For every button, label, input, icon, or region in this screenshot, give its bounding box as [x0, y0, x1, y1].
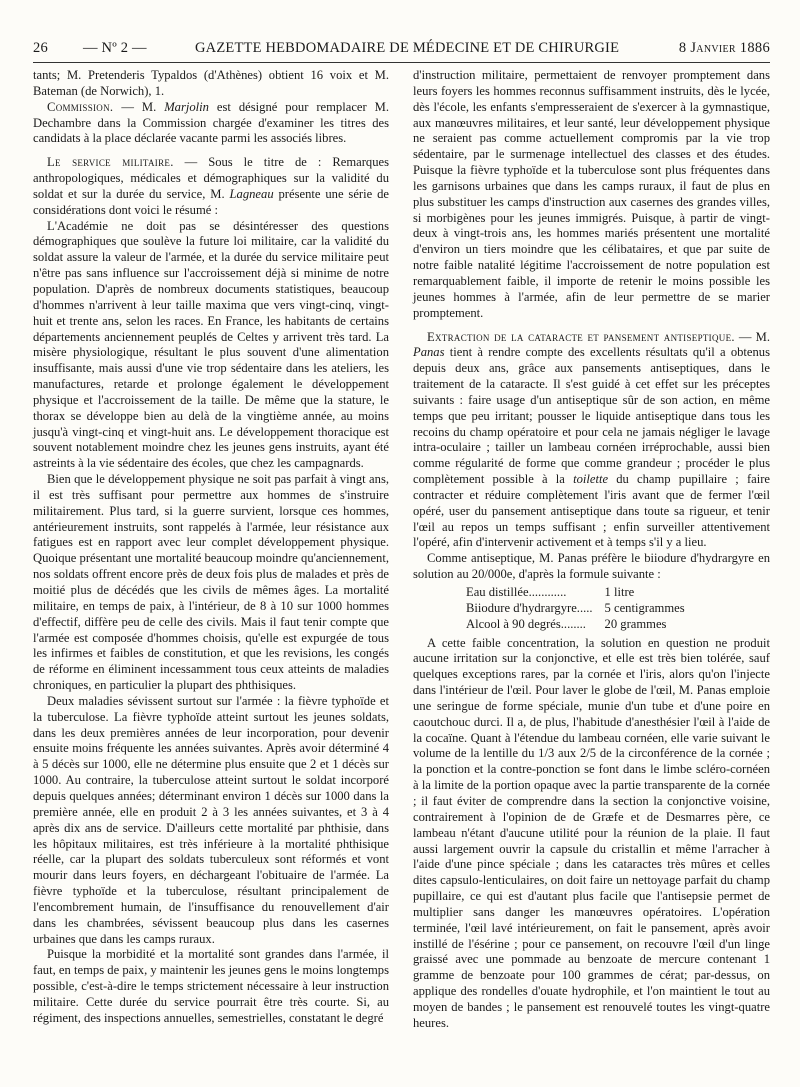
journal-title: GAZETTE HEBDOMADAIRE DE MÉDECINE ET DE CHIRURGIE — [195, 40, 620, 56]
person-name: Lagneau — [229, 186, 274, 201]
formula-ingredient: Alcool à 90 degrés........ — [466, 616, 586, 631]
issue-number: — Nº 2 — — [83, 40, 147, 56]
paragraph-service-militaire: Le service militaire. — Sous le titre de : Remarques anthropologiques, médicales et démographiques sur la validité du soldat et sur la durée du service, M. Lagneau présente une série de considérations dont voici le résumé : — [33, 155, 389, 217]
section-heading: Commission. — [47, 99, 114, 114]
paragraph: Puisque la morbidité et la mortalité sont grandes dans l'armée, il faut, en temps de paix, y maintenir les jeunes gens le moins longtemps possible, c'est-à-dire le temps strictement nécessaire à leur instruction militaire. Cette durée du service pourrait être très courte. Si, au régiment, des inspections annuelles, semestrielles, constatant le degré — [33, 947, 389, 1025]
page-number: 26 — [33, 40, 48, 56]
person-name: Panas — [413, 345, 445, 360]
left-column — [33, 68, 389, 1032]
paragraph: A cette faible concentration, la solution en question ne produit aucune irritation sur la conjonctive, et elle est très bien tolérée, sauf quelques exceptions rares, par la cornée et l'iris, alors qu'on l'injecte dans l'intérieur de l'œil. Pour laver le globe de l'œil, M. Panas emploie une seringue de forme spéciale, munie d'un tube et d'une poire en caoutchouc durci. Il a, de plus, l'habitude d'anesthésier l'œil à l'aide de la cocaïne. Quant à l'étendue du lambeau cornéen, elle varie suivant le volume de la lentille du 1/3 aux 2/5 de la circonférence de la cornée ; la ponction et la contre-ponction se font dans le limbe scléro-cornéen à la limite de la portion opaque avec la partie transparente de la cornée ; il faut éviter de comprendre dans la section la conjonctive voisine, contrairement à l'opinion de de Græfe et de Desmarres père, ce lambeau n'étant d'aucune utilité pour la réunion de la plaie. Il faut aussi largement ouvrir la capsule du cristallin et même l'arracher à l'aide d'une pince spéciale ; dans les cataractes très mûres et celles dites capsulo-lenticulaires, on doit faire un nettoyage parfait du champ pupillaire, ce qui est d'autant plus facile que l'antisepsie permet de multiplier sans danger les manœuvres opératoires. L'opération terminée, l'œil lavé intérieurement, on fait le pansement, après avoir instillé de l'ésérine ; pour ce pansement, on recouvre l'œil d'un linge graissé avec une pommade au benzoate de mercure contenant 1 gramme de benzoate pour 100 grammes de cérat; par-dessus, on applique des rondelles d'ouate hydrophile, et l'on maintient le tout au moyen de bandes ; le pansement est renouvelé toutes les vingt-quatre heures. — [413, 635, 770, 1030]
paragraph: Bien que le développement physique ne soit pas parfait à vingt ans, il est très suffisant pour permettre aux hommes de s'instruire militairement. Plus tard, si la guerre survient, lorsque ces hommes, antérieurement instruits, sont rappelés à l'armée, leur résistance aux fatigues est en rapport avec leur complet développement physique. Quoique présentant une mortalité beaucoup moindre qu'anciennement, nos soldats offrent encore près de deux fois plus de malades et près de moitié plus de décédés que les civils de mêmes âges. La mortalité militaire, en temps de paix, à l'intérieur, de 8 à 10 sur 1000 hommes d'effectif, diffère peu de celle des civils. Mais il faut tenir compte que l'armée est composée d'hommes choisis, qu'elle est expurgée de tous les infirmes et faibles de constitution, et que les revisions, les congés de réforme en éliminent incessamment tous ceux atteints de maladies chroniques, en particulier la plupart des phthisiques. — [33, 472, 389, 693]
paragraph-cataracte: Extraction de la cataracte et pansement antiseptique. — M. Panas tient à rendre compte des excellents résultats qu'il a obtenus depuis deux ans, grâce aux pansements antiseptiques, dans le traitement de la cataracte. Il s'est guidé à cet effet sur les préceptes suivants : faire usage d'un antiseptique sûr de son action, en même temps que peu irritant; pousser le liquide antiseptique dans tous les recoins du champ opératoire et pour cela ne jamais négliger le lavage intra-oculaire ; tailler un lambeau cornéen irréprochable, aussi bien comme régularité de forme que comme grandeur ; procéder le plus complètement possible à la toilette du champ pupillaire ; faire contracter et réduire complètement l'iris avant que de fermer l'œil opéré, user du pansement antiseptique dans toute sa rigueur, et tenir l'œil au repos un temps suffisant ; enfin surveiller attentivement l'opéré, afin d'intervenir activement et à temps s'il y a lieu. — [413, 329, 771, 550]
section-heading: Extraction de la cataracte et pansement antiseptique. — [427, 329, 735, 344]
formula-ingredient: Biiodure d'hydrargyre..... — [466, 600, 593, 615]
formula-quantity: 5 centigrammes — [604, 600, 685, 615]
two-column-body — [33, 68, 770, 1032]
formula-row — [466, 601, 685, 617]
paragraph-commission: Commission. — M. Marjolin est désigné pour remplacer M. Dechambre dans la Commission chargée d'examiner les titres des candidats à la place déclarée vacante parmi les associés libres. — [33, 99, 389, 146]
paragraph: d'instruction militaire, permettaient de renvoyer promptement dans leurs foyers les hommes reconnus suffisamment instruits, dès le lycée, dès l'école, les enfants s'empresseraient de s'exercer à la gymnastique, aux manœuvres militaires, et leur santé, leur développement physique ne seraient pas comme actuellement compromis par la vie trop sédentaire, par le surmenage intellectuel des classes et des études. Puisque la fièvre typhoïde et la tuberculose sont plus fréquentes dans les garnisons urbaines que dans les camps ruraux, il faut de plus en plus substituer les camps d'instruction aux casernes des grandes villes, si morbigènes pour les jeunes immigrés. Puisque, à partir de vingt-deux à vingt-trois ans, les hommes mariés présentent une mortalité d'environ un tiers moindre que les célibataires, et que par suite de notre faible natalité légitime l'accroissement de notre population est remarquablement faible, il importe de retenir le moins possible les jeunes hommes à l'armée, afin de leur permettre de se marier promptement. — [413, 68, 770, 320]
formula-row — [466, 617, 685, 633]
paragraph: L'Académie ne doit pas se désintéresser des questions démographiques que soulève la future loi militaire, car la validité du soldat assure la valeur de l'armée, et la durée du service militaire peut n'être pas sans influence sur l'accroissement déjà si minime de notre population. D'après de nombreux documents statistiques, beaucoup d'hommes n'arrivent à leur taille maxima que vers vingt-cinq, vingt-huit et trente ans, selon les races. En France, les habitants de certains départements anciennement peuplés de Celtes y arrivent très tard. La misère physiologique, résultant le plus souvent d'une alimentation insuffisante, mais aussi d'une vie trop sédentaire dans les ateliers, les manufactures, retarde et prolonge également le développement physique et l'accroissement de la taille. De même que la stature, le thorax se développe bien au delà de la vingtième année, au moins jusqu'à vingt-cinq et vingt-huit ans. Le développement thoracique est souvent notablement moindre chez les jeunes gens instruits, ayant été astreints à la vie sédentaire des écoles, que chez les campagnards. — [33, 218, 389, 471]
formula-table — [466, 585, 685, 633]
emphasis: toilette — [573, 472, 609, 487]
formula-quantity: 20 grammes — [604, 616, 667, 631]
paragraph: Comme antiseptique, M. Panas préfère le biiodure d'hydrargyre en solution au 20/000e, d'après la formule suivante : — [413, 551, 770, 582]
header-rule — [33, 62, 770, 63]
section-heading: Le service militaire. — [47, 155, 174, 170]
running-header — [33, 40, 770, 60]
formula-quantity: 1 litre — [604, 585, 635, 599]
issue-date: 8 Janvier 1886 — [678, 40, 770, 56]
formula-row — [466, 585, 685, 601]
formula-ingredient: Eau distillée............ — [466, 585, 567, 599]
paragraph: tants; M. Pretenderis Typaldos (d'Athènes) obtient 16 voix et M. Bateman (de Norwich), 1. — [33, 68, 389, 98]
paragraph: Deux maladies sévissent surtout sur l'armée : la fièvre typhoïde et la tuberculose. La fièvre typhoïde atteint surtout les jeunes soldats, dans les deux premières années de leur incorporation, pour devenir ensuite moins fréquente les années suivantes. Après avoir déterminé 4 à 5 décès sur 1000, elle ne détermine plus ensuite que 2 et 1 décès sur 1000. Au contraire, la tuberculose atteint surtout le soldat incorporé depuis quelques années; déterminant environ 1 décès sur 1000 dans la première année, elle en produit 2 à 3 les années suivantes, et 3 à 4 après dix ans de service. D'ailleurs cette mortalité par phthisie, dans les hôpitaux militaires, est très inférieure à la mortalité phthisique réelle, car la plupart des soldats tuberculeux sont réformés et vont mourir dans leurs foyers, en déchargeant l'obituaire de l'armée. La fièvre typhoïde et la tuberculose, résultant principalement de l'encombrement humain, de l'insuffisance du renouvellement d'air dans les chambrées, sévissent beaucoup plus dans les casernes urbaines que dans les camps ruraux. — [33, 693, 389, 946]
right-column — [413, 68, 770, 1032]
person-name: Marjolin — [164, 99, 209, 114]
